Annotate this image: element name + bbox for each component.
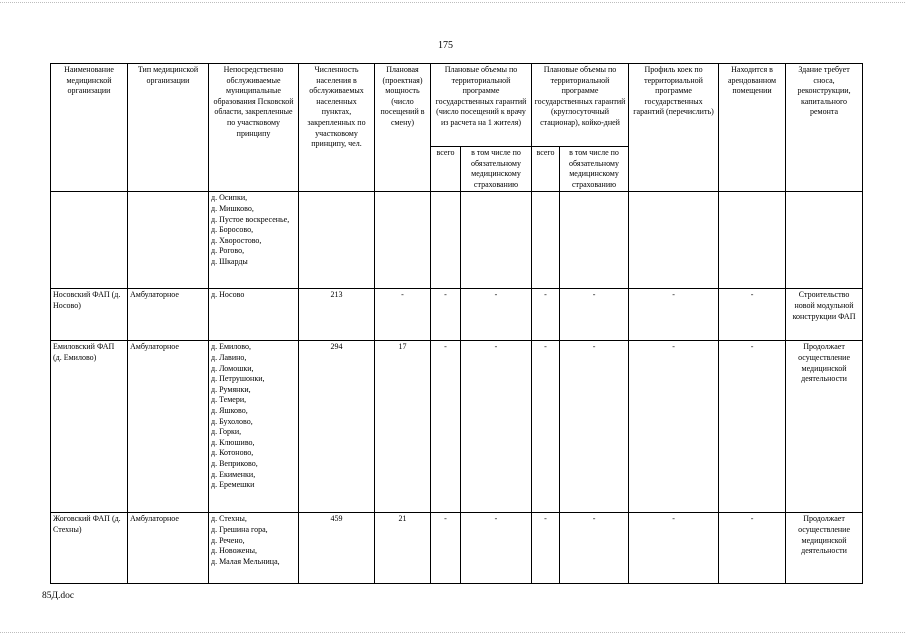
settlement-item: д. Осипки, [211,193,248,203]
header-municipalities: Непосредственно обслуживаемые муниципальные образования Псковской области, закрепленные по участковому принципу [209,64,299,192]
cell-visits-oms: - [461,513,532,584]
settlement-item: д. Ломошки, [211,363,254,373]
cell-rented: - [719,289,786,341]
table-row [51,513,863,584]
cell-bed-profile: - [629,513,719,584]
subheader-beds-oms: в том числе по обязательному медицинскому страхованию [560,147,629,192]
table-row [51,341,863,513]
cell-visits-total: - [431,513,461,584]
cell-beds-total: - [532,513,560,584]
settlement-item: д. Емилово, [211,342,252,352]
settlement-item: д. Бухолово, [211,416,253,426]
settlement-item: д. Мишково, [211,203,254,213]
settlement-item: д. Боросово, [211,225,254,235]
settlement-item: д. Хворостово, [211,235,262,245]
header-beds-volume: Плановые объемы по территориальной программе государственных гарантий (круглосуточный стационар), койко-дней [532,64,629,147]
top-scan-edge [0,2,905,4]
cell-population: 213 [299,289,375,341]
table-row [51,289,863,341]
cell-rented: - [719,341,786,513]
cell-beds-oms: - [560,289,629,341]
settlement-item: д. Веприково, [211,458,258,468]
subheader-visits-total: всего [431,147,461,192]
cell-org-name: Носовский ФАП (д. Носово) [51,289,128,341]
document-filename: 85Д.doc [42,591,75,601]
settlement-item: д. Румянки, [211,384,251,394]
subheader-visits-oms: в том числе по обязательному медицинскому страхованию [461,147,532,192]
cell-visits-total: - [431,341,461,513]
cell-beds-total: - [532,289,560,341]
bottom-scan-edge [0,632,905,634]
cell-visits-total: - [431,289,461,341]
header-capacity: Плановая (проектная) мощность (число посещений в смену) [375,64,431,192]
cell-org-type: Амбулаторное [128,341,209,513]
header-bed-profile: Профиль коек по территориальной программе государственных гарантий (перечислить) [629,64,719,192]
cell-beds-oms: - [560,341,629,513]
cell-building-status: Продолжает осуществление медицинской деятельности [786,513,863,584]
cell-population: 294 [299,341,375,513]
settlement-item: д. Носово [211,290,245,300]
table-row-continuation [51,192,863,289]
settlement-item: д. Котоново, [211,448,254,458]
cell-population: 459 [299,513,375,584]
page-number: 175 [438,40,453,51]
header-building-status: Здание требует сноса, реконструкции, капитального ремонта [786,64,863,192]
settlement-item: д. Грешина гора, [211,524,268,534]
cell-building-status: Строительство новой модульной конструкции ФАП [786,289,863,341]
cell-rented: - [719,513,786,584]
header-rented: Находится в арендованном помещении [719,64,786,192]
settlement-item: д. Новожены, [211,546,257,556]
cell-beds-oms: - [560,513,629,584]
settlement-item: д. Пустое воскресенье, [211,214,290,224]
cell-visits-oms: - [461,289,532,341]
cell-settlements [209,289,299,341]
settlement-item: д. Екименки, [211,469,256,479]
header-visits-volume: Плановые объемы по территориальной программе государственных гарантий (число посещений к врачу из расчета на 1 жителя) [431,64,532,147]
settlement-item: д. Горки, [211,427,242,437]
settlement-item: д. Яшково, [211,405,248,415]
header-population: Численность населения в обслуживаемых населенных пунктах, закрепленных по участковому принципу, чел. [299,64,375,192]
cell-org-type: Амбулаторное [128,289,209,341]
cell-org-type: Амбулаторное [128,513,209,584]
settlement-item: д. Темери, [211,395,247,405]
settlement-item: д. Еремешки [211,480,255,490]
cell-bed-profile: - [629,341,719,513]
cell-capacity: 21 [375,513,431,584]
settlement-item: д. Рогово, [211,246,245,256]
header-org-name: Наименование медицинской организации [51,64,128,192]
settlement-item: д. Лавино, [211,352,247,362]
cell-settlements [209,192,299,289]
settlement-item: д. Шкарды [211,256,248,266]
cell-beds-total: - [532,341,560,513]
cell-org-name: Емиловский ФАП (д. Емилово) [51,341,128,513]
cell-visits-oms: - [461,341,532,513]
cell-building-status: Продолжает осуществление медицинской деятельности [786,341,863,513]
settlement-item: д. Малая Мельница, [211,556,280,566]
settlement-item: д. Петрушонки, [211,374,265,384]
header-org-type: Тип медицинской организации [128,64,209,192]
cell-settlements [209,513,299,584]
settlement-item: д. Речено, [211,535,245,545]
cell-bed-profile: - [629,289,719,341]
cell-settlements [209,341,299,513]
cell-capacity: 17 [375,341,431,513]
cell-org-name: Жоговский ФАП (д. Стехны) [51,513,128,584]
cell-capacity: - [375,289,431,341]
medical-organizations-table [50,63,863,584]
subheader-beds-total: всего [532,147,560,192]
settlement-item: д. Стехны, [211,514,247,524]
settlement-item: д. Клюшиво, [211,437,255,447]
